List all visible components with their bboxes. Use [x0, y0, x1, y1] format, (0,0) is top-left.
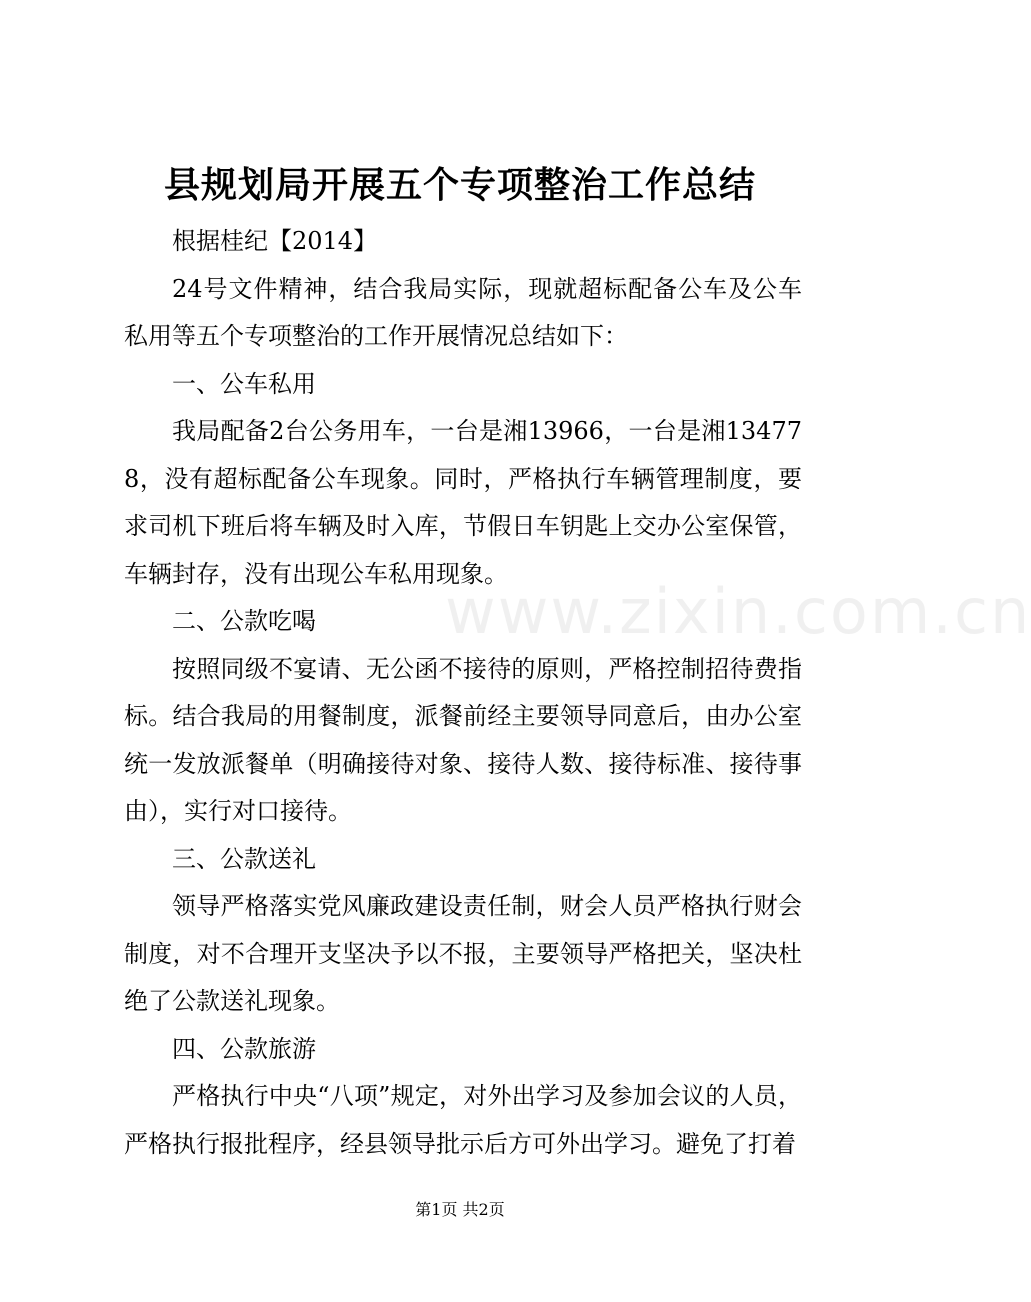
section-heading-4: 四、公款旅游	[172, 1034, 316, 1063]
section-2-body: 按照同级不宴请、无公函不接待的原则，严格控制招待费指标。结合我局的用餐制度，派餐前经主要领导同意后，由办公室统一发放派餐单（明确接待对象、接待人数、接待标准、接待事由），实行对口接待。	[124, 654, 802, 825]
document-body	[124, 218, 802, 1168]
document-title: 县规划局开展五个专项整治工作总结	[163, 164, 756, 206]
section-heading-3: 三、公款送礼	[172, 844, 316, 873]
section-heading-2: 二、公款吃喝	[172, 607, 316, 635]
section-4-body: 严格执行中央“八项”规定，对外出学习及参加会议的人员，严格执行报批程序，经县领导批示后方可外出学习。避免了打着	[124, 1082, 802, 1158]
page-footer: 第1页 共2页	[415, 1200, 505, 1219]
paragraph-basis: 根据桂纪【2014】	[172, 227, 378, 255]
section-heading-1: 一、公车私用	[172, 369, 316, 398]
watermark-text: www.zixin.com.cn	[445, 575, 1031, 648]
section-1-body: 我局配备2台公务用车，一台是湘13966，一台是湘134778，没有超标配备公车现象。同时，严格执行车辆管理制度，要求司机下班后将车辆及时入库，节假日车钥匙上交办公室保管，车辆封存，没有出现公车私用现象。	[124, 417, 802, 588]
paragraph-intro: 24号文件精神，结合我局实际，现就超标配备公车及公车私用等五个专项整治的工作开展情况总结如下：	[124, 274, 802, 350]
section-3-body: 领导严格落实党风廉政建设责任制，财会人员严格执行财会制度，对不合理开支坚决予以不报，主要领导严格把关，坚决杜绝了公款送礼现象。	[124, 892, 802, 1015]
